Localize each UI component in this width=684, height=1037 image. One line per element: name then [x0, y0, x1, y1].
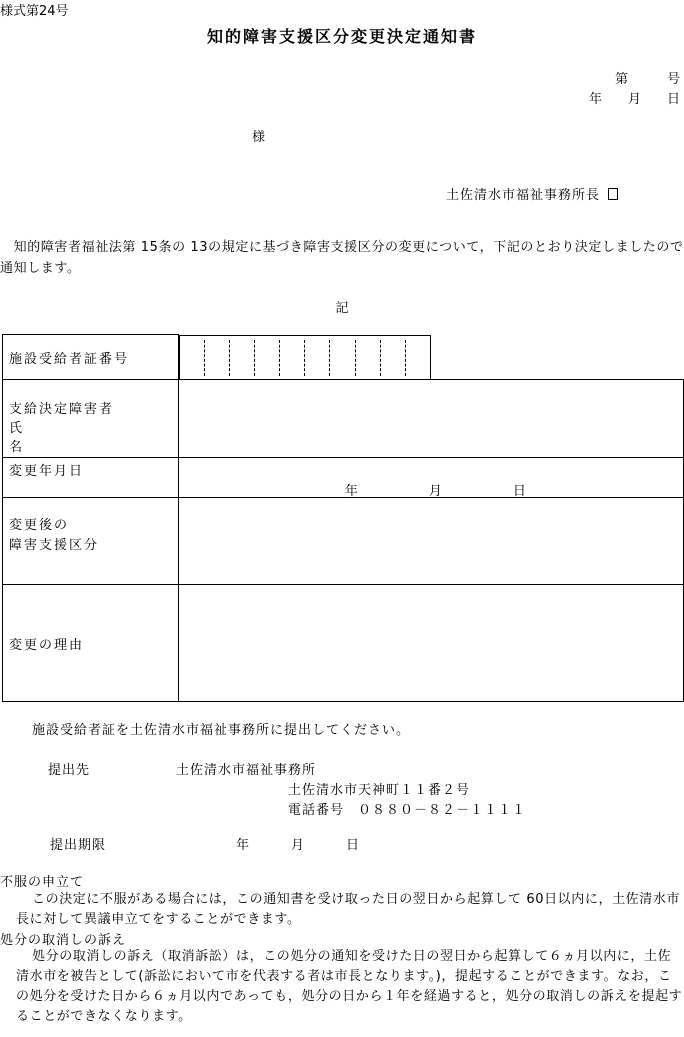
deadline-day: 日	[346, 838, 360, 853]
date-year-label: 年	[344, 484, 360, 499]
issuer	[446, 184, 618, 203]
document-number: 第 号	[614, 72, 680, 87]
cert-label-cell	[3, 335, 179, 380]
new-class-label-2: 障害支援区分	[9, 538, 100, 553]
change-date-label-cell	[3, 458, 179, 498]
cert-digit-cell	[205, 340, 230, 376]
decision-table	[2, 334, 684, 702]
cert-digit-cell	[230, 340, 255, 376]
cert-digit-cell	[330, 340, 355, 376]
new-class-value-cell	[178, 498, 683, 585]
body-text: 知的障害者福祉法第 15条の 13の規定に基づき障害支援区分の変更について，下記のとおり決定しましたので通知します。	[0, 240, 684, 276]
document-date: 年 月 日	[588, 92, 680, 107]
submission-note: 施設受給者証を土佐清水市福祉事務所に提出してください。	[32, 723, 411, 738]
recipient-label-cell	[3, 380, 179, 458]
recipient-label-1: 支給決定障害者	[9, 402, 115, 417]
form-number: 様式第24号	[0, 4, 69, 19]
issuer-name: 土佐清水市福祉事務所長	[446, 188, 601, 203]
reason-label-cell	[3, 585, 179, 702]
recipient-value-cell	[178, 380, 683, 458]
addressee-suffix: 様	[252, 130, 266, 145]
recipient-label-3: 名	[9, 440, 25, 455]
deadline-year: 年	[236, 838, 250, 853]
document-title: 知的障害支援区分変更決定通知書	[206, 27, 477, 46]
deadline-date	[236, 834, 401, 853]
reason-label: 変更の理由	[9, 637, 85, 653]
cert-digit-cell	[305, 340, 330, 376]
objection-text: この決定に不服がある場合には，この通知書を受け取った日の翌日から起算して 60日以内に，土佐清水市長に対して異議申立てをすることができます。	[16, 892, 681, 927]
cancel-heading: 処分の取消しの訴え	[0, 933, 127, 948]
new-class-row	[3, 498, 684, 585]
deadline-label: 提出期限	[50, 838, 107, 853]
cert-label: 施設受給者証番号	[9, 351, 130, 367]
change-date-value-cell	[178, 458, 683, 498]
cert-number-boxes	[179, 335, 431, 379]
cert-digit-cell	[406, 340, 430, 376]
cert-digit-cell	[356, 340, 381, 376]
objection-heading: 不服の申立て	[0, 875, 85, 890]
date-day-label: 日	[512, 484, 528, 499]
ki-heading: 記	[335, 301, 349, 316]
destination-name: 土佐清水市福祉事務所	[176, 763, 317, 778]
change-date-label: 変更年月日	[9, 464, 85, 479]
destination-phone: 電話番号 ０８８０－８２－１１１１	[288, 803, 527, 818]
recipient-label-2: 氏	[9, 421, 25, 436]
reason-value-cell	[178, 585, 683, 702]
seal-mark	[608, 188, 618, 200]
recipient-row	[3, 380, 684, 458]
cert-digit-cell	[180, 340, 205, 376]
cert-number-cell	[178, 335, 683, 380]
cert-row	[3, 335, 684, 380]
new-class-label-1: 変更後の	[9, 518, 70, 533]
reason-row	[3, 585, 684, 702]
date-month-label: 月	[428, 484, 444, 499]
destination-address: 土佐清水市天神町１１番２号	[288, 783, 471, 798]
change-date-row	[3, 458, 684, 498]
cancel-text: 処分の取消しの訴え（取消訴訟）は，この処分の通知を受けた日の翌日から起算して６ヵ月以内に，土佐清水市を被告として(訴訟において市を代表する者は市長となります。)，提起することができます。なお，この処分を受けた日から６ヵ月以内であっても，処分の日から１年を経過すると，処分の取消しの訴えを提起することができなくなります。	[16, 949, 683, 1024]
destination-label: 提出先	[48, 763, 91, 778]
new-class-label-cell	[3, 498, 179, 585]
cert-digit-cell	[381, 340, 406, 376]
cert-digit-cell	[280, 340, 305, 376]
cert-digit-cell	[255, 340, 280, 376]
deadline-month: 月	[291, 838, 305, 853]
